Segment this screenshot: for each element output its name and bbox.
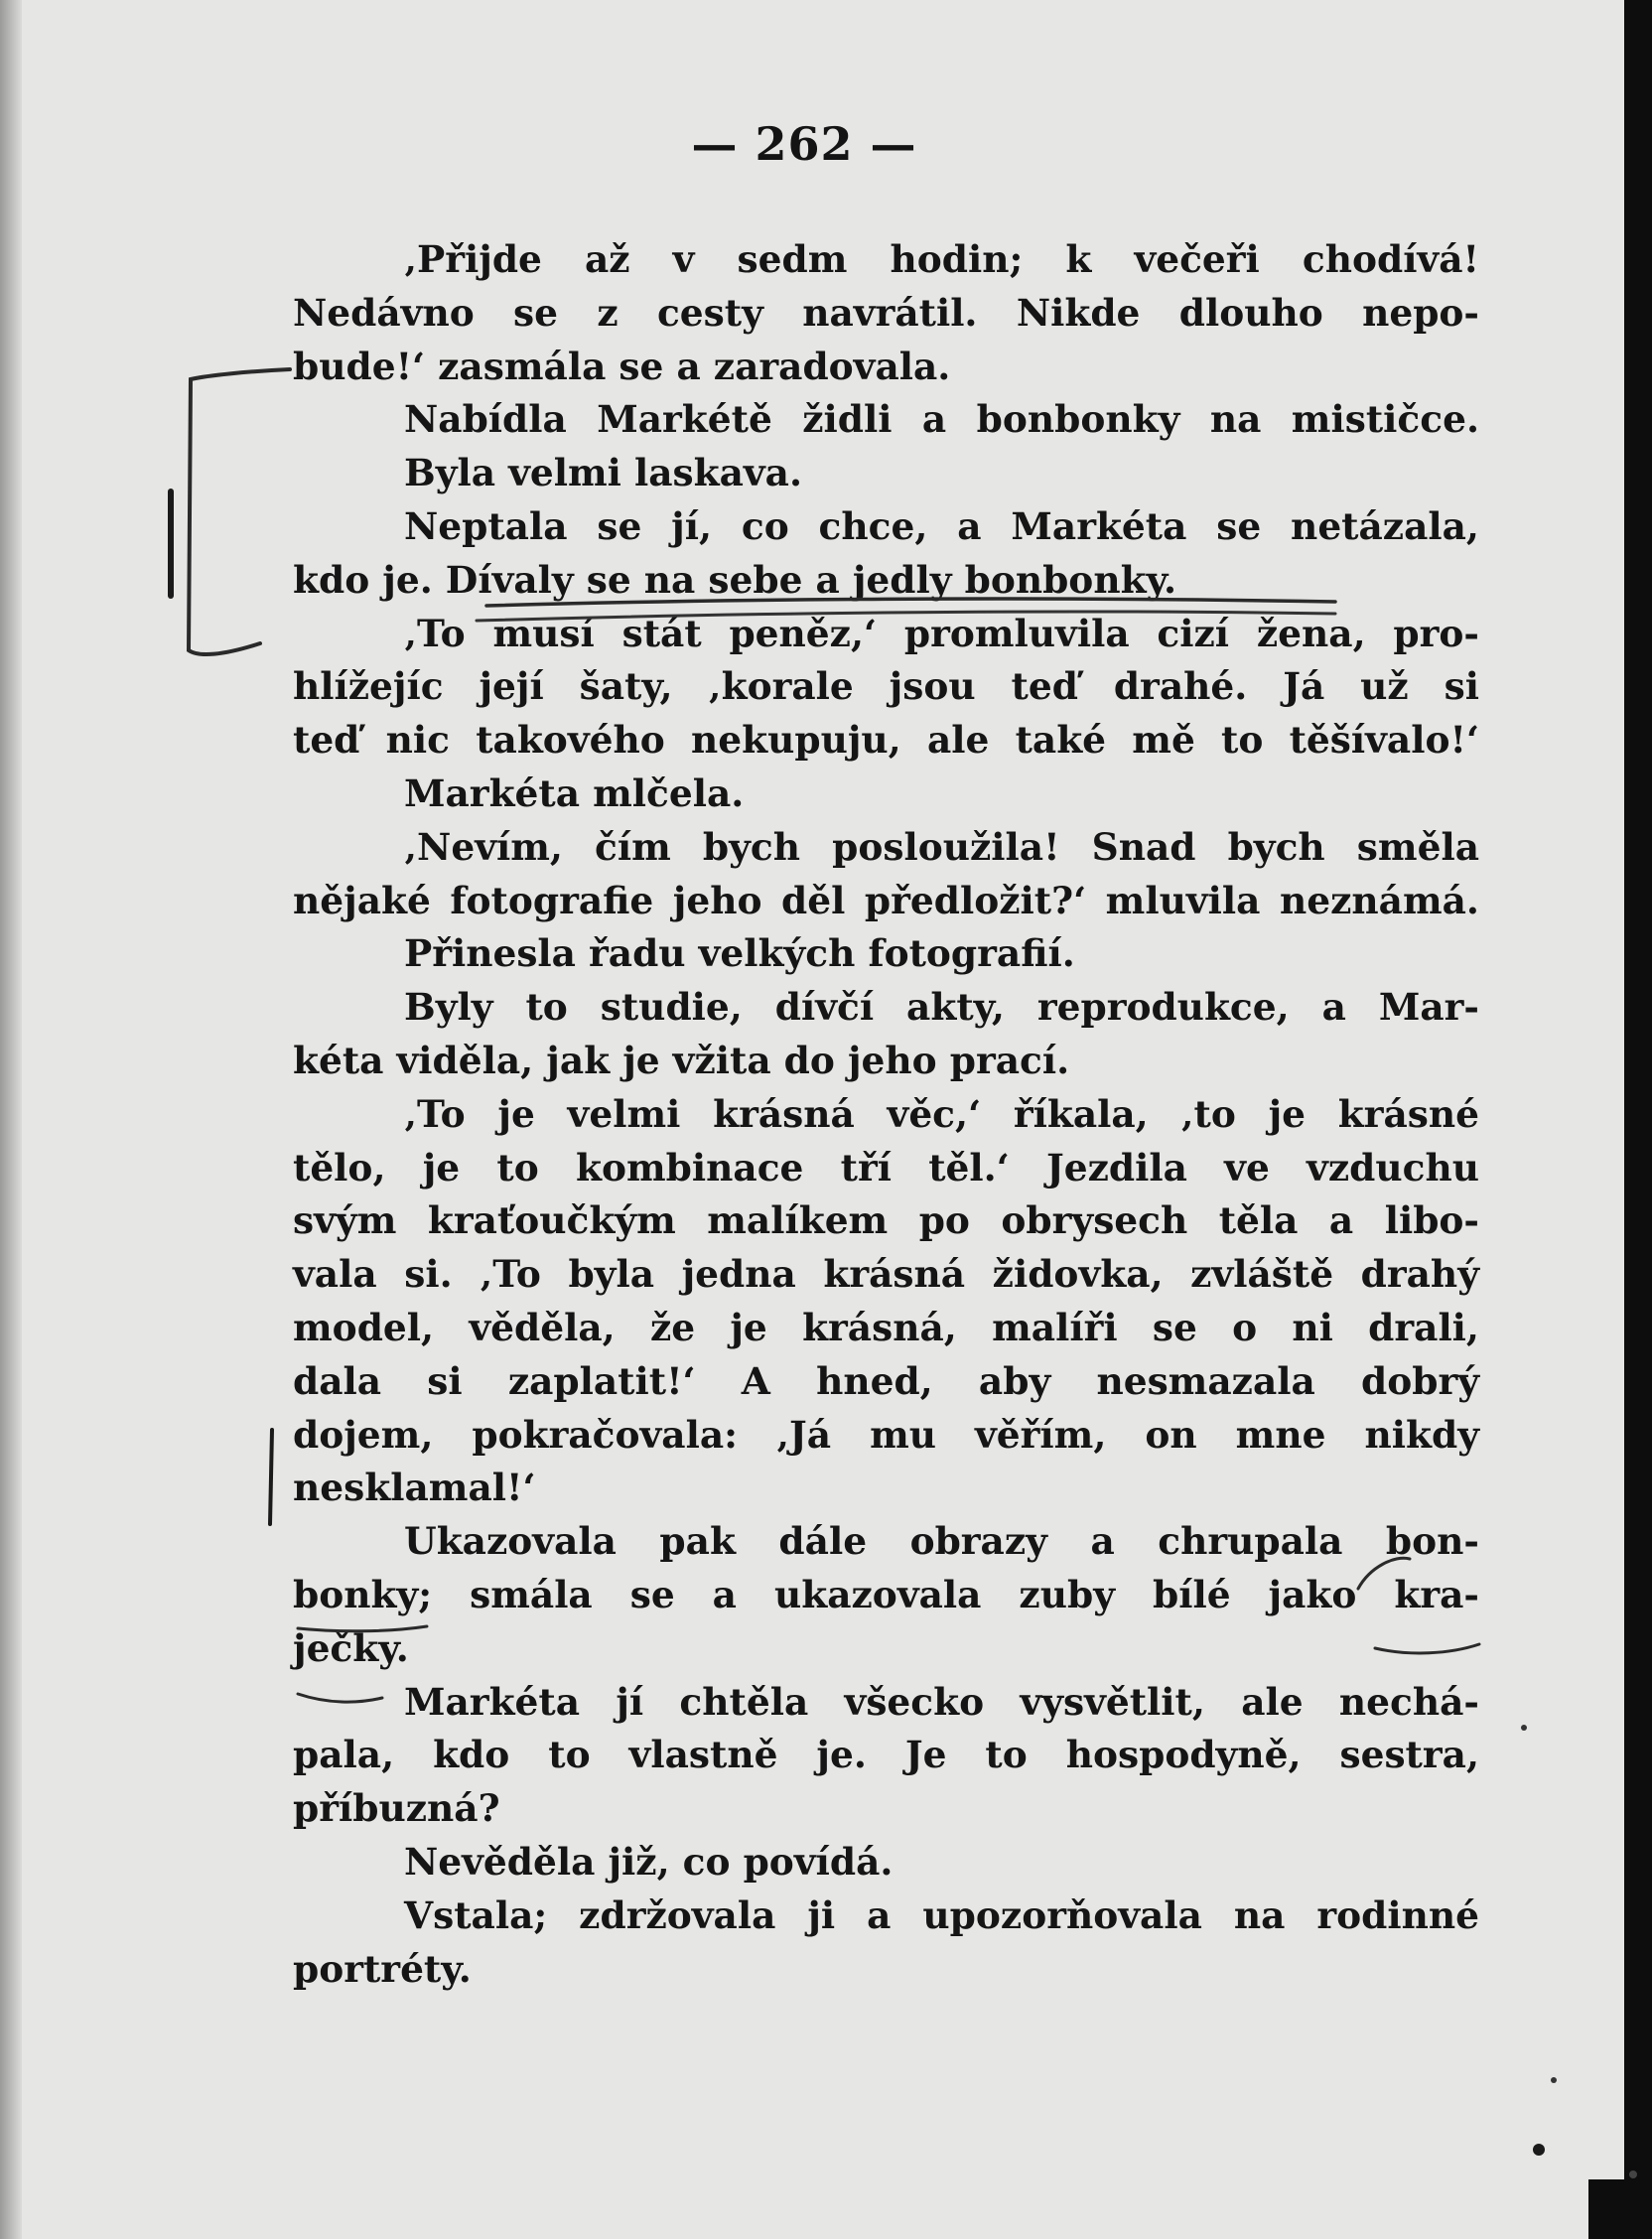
text-line: teď nic takového nekupuju, ale také mě to těšívalo!‘ [293, 718, 1479, 763]
pencil-margin-line [270, 1430, 272, 1524]
text-line: Markéta mlčela. [404, 770, 745, 815]
scan-right-border [1624, 0, 1652, 2239]
text-line: ‚Přijde až v sedm hodin; k večeři chodívá! [404, 237, 1479, 281]
text-line: bonky; smála se a ukazovala zuby bílé jako kra- [293, 1572, 1479, 1616]
text-line: model, věděla, že je krásná, malíři se o ni drali, [293, 1305, 1479, 1349]
text-line: Neptala se jí, co chce, a Markéta se netázala, [404, 503, 1479, 548]
text-line: vala si. ‚To byla jedna krásná židovka, zvláště drahý [293, 1252, 1479, 1297]
page-number: — 262 — [691, 117, 917, 171]
paper-speck [1521, 1725, 1527, 1731]
text-line: svým kraťoučkým malíkem po obrysech těla a libo- [293, 1198, 1479, 1243]
text-line: kéta viděla, jak je vžita do jeho prací. [293, 1038, 1070, 1082]
text-line: portréty. [293, 1946, 472, 1991]
text-line: tělo, je to kombinace tří těl.‘ Jezdila ve vzduchu [293, 1145, 1479, 1189]
text-line: pala, kdo to vlastně je. Je to hospodyně, sestra, [293, 1733, 1479, 1777]
text-line: ‚To musí stát peněz,‘ promluvila cizí žena, pro- [404, 611, 1479, 655]
text-line: příbuzná? [293, 1786, 500, 1831]
text-line: Ukazovala pak dále obrazy a chrupala bon- [404, 1519, 1479, 1564]
text-line: kdo je. Dívaly se na sebe a jedly bonbonky. [293, 557, 1177, 602]
body-text [293, 233, 1479, 1996]
text-line: Byla velmi laskava. [404, 451, 803, 495]
text-line: Vstala; zdržovala ji a upozorňovala na rodinné [404, 1892, 1479, 1937]
text-line: ječky. [293, 1625, 409, 1670]
text-line: nějaké fotografie jeho děl předložit?‘ mluvila neznámá. [293, 878, 1479, 922]
paper-speck [1551, 2077, 1557, 2083]
text-line: Nevěděla již, co povídá. [404, 1839, 894, 1884]
text-line: Nedávno se z cesty navrátil. Nikde dlouho nepo- [293, 290, 1479, 335]
text-line: dojem, pokračovala: ‚Já mu věřím, on mne nikdy [293, 1412, 1479, 1457]
pencil-bracket-mark [189, 369, 290, 654]
text-line: hlížejíc její šaty, ‚korale jsou teď drahé. Já už si [293, 664, 1479, 709]
text-line: bude!‘ zasmála se a zaradovala. [293, 344, 951, 388]
scan-bottom-border [1588, 2179, 1652, 2239]
text-line: nesklamal!‘ [293, 1466, 536, 1510]
text-line: ‚Nevím, čím bych posloužila! Snad bych směla [404, 824, 1479, 869]
text-line: Přinesla řadu velkých fotografií. [404, 931, 1075, 976]
text-line: Byly to studie, dívčí akty, reprodukce, a Mar- [404, 985, 1479, 1030]
paper-speck [1533, 2144, 1545, 2156]
text-line: ‚To je velmi krásná věc,‘ říkala, ‚to je krásné [404, 1091, 1479, 1136]
text-line: Markéta jí chtěla všecko vysvětlit, ale nechá- [404, 1679, 1479, 1724]
text-line: Nabídla Markétě židli a bonbonky na mističce. [404, 397, 1479, 442]
text-line: dala si zaplatit!‘ A hned, aby nesmazala dobrý [293, 1358, 1479, 1403]
